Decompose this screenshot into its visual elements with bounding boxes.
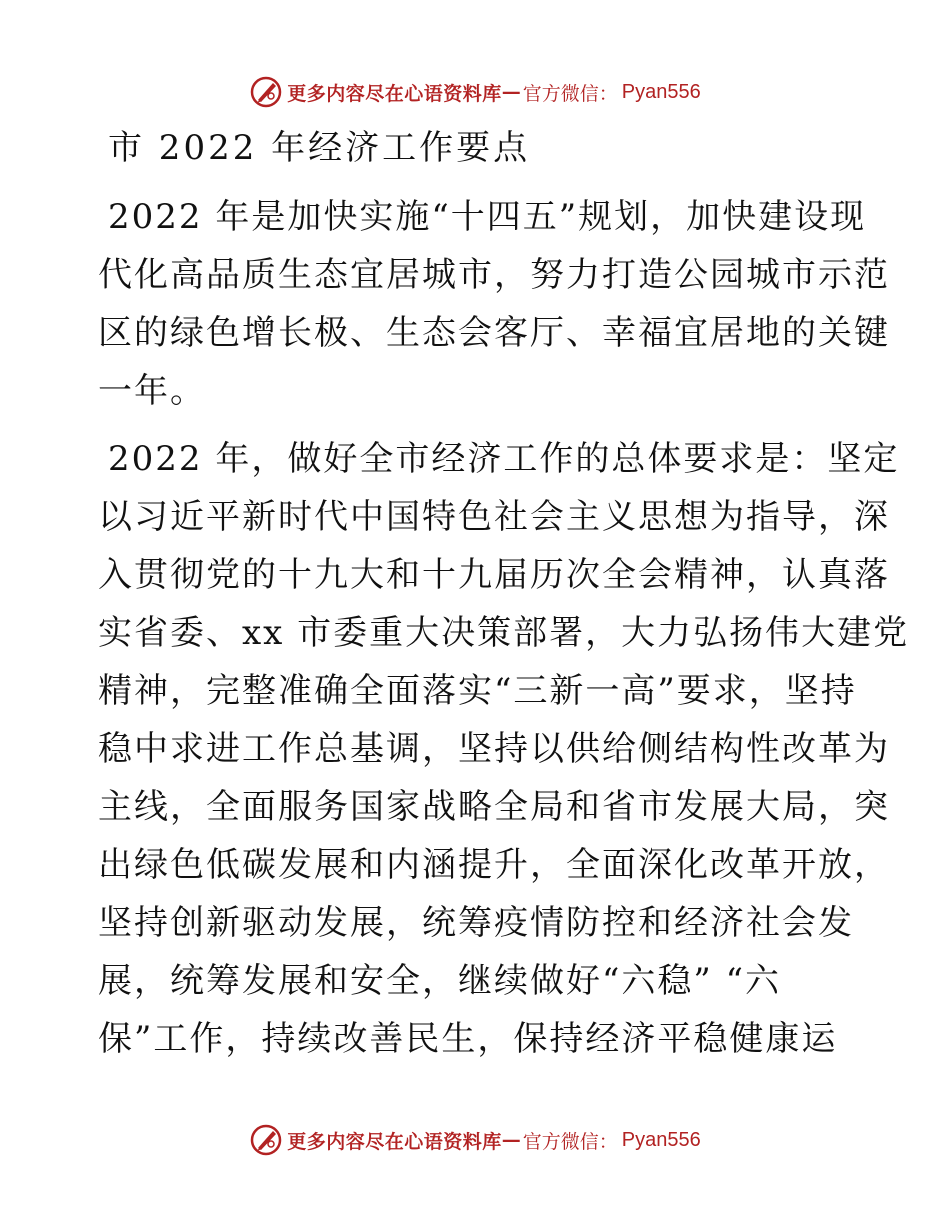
- banner-separator: —: [501, 81, 521, 103]
- paragraph-line: 2022 年，做好全市经济工作的总体要求是：坚定: [108, 439, 900, 479]
- paragraph-line: 2022 年是加快实施“十四五”规划，加快建设现: [108, 197, 867, 237]
- paragraph-line: 坚持创新驱动发展，统筹疫情防控和经济社会发: [98, 903, 854, 943]
- document-title: 市 2022 年经济工作要点: [108, 128, 531, 168]
- paragraph-line: 展，统筹发展和安全，继续做好“六稳” “六: [98, 961, 781, 1001]
- banner-wechat-id: Pyan556: [621, 80, 701, 103]
- paragraph-line: 入贯彻党的十九大和十九届历次全会精神，认真落: [98, 555, 890, 595]
- paragraph-line: 代化高品质生态宜居城市，努力打造公园城市示范: [98, 255, 890, 295]
- paragraph-line: 以习近平新时代中国特色社会主义思想为指导，深: [98, 497, 890, 537]
- banner-wechat-label: 官方微信：: [522, 1130, 618, 1153]
- paragraph-line: 稳中求进工作总基调，坚持以供给侧结构性改革为: [98, 729, 890, 769]
- paragraph-line: 保”工作，持续改善民生，保持经济平稳健康运: [98, 1019, 838, 1059]
- paragraph-2: [98, 430, 910, 1068]
- banner-site-text: 更多内容尽在心语资料库: [287, 1130, 502, 1153]
- header-banner: [0, 72, 950, 112]
- paragraph-line: 主线，全面服务国家战略全局和省市发展大局，突: [98, 787, 890, 827]
- paragraph-line: 精神，完整准确全面落实“三新一高”要求，坚持: [98, 671, 857, 711]
- paragraph-line: 出绿色低碳发展和内涵提升，全面深化改革开放，: [98, 845, 890, 885]
- paragraph-line: 一年。: [98, 371, 206, 411]
- banner-site-text: 更多内容尽在心语资料库: [287, 82, 502, 105]
- quill-logo-icon: [249, 1123, 283, 1157]
- banner-wechat-id: Pyan556: [621, 1128, 701, 1151]
- document-body: [98, 118, 910, 1068]
- paragraph-line: 区的绿色增长极、生态会客厅、幸福宜居地的关键: [98, 313, 890, 353]
- banner-wechat-label: 官方微信：: [522, 82, 618, 105]
- quill-logo-icon: [249, 75, 283, 109]
- banner-separator: —: [501, 1129, 521, 1151]
- paragraph-1: [98, 188, 890, 420]
- footer-banner: [0, 1120, 950, 1160]
- paragraph-line: 实省委、xx 市委重大决策部署，大力弘扬伟大建党: [98, 613, 910, 653]
